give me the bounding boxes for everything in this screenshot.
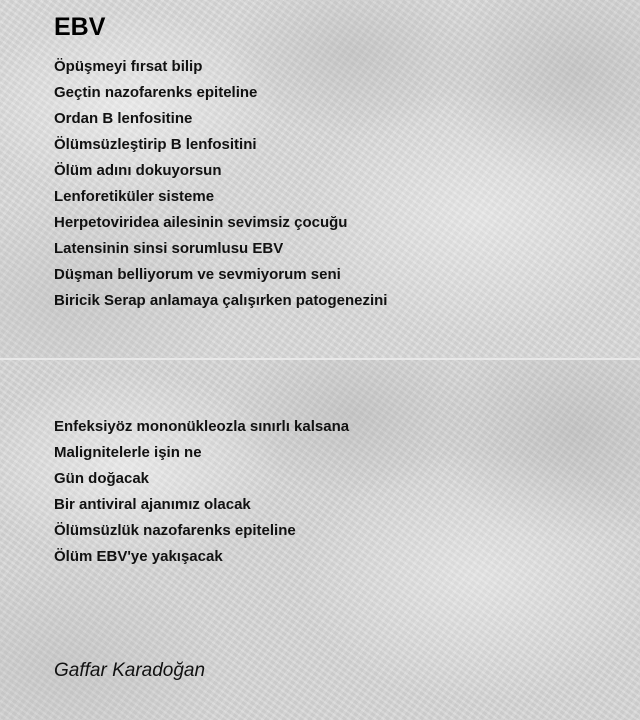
poem-author: Gaffar Karadoğan — [54, 660, 206, 681]
poem-line: Latensinin sinsi sorumlusu EBV — [54, 240, 284, 257]
poem-line: Biricik Serap anlamaya çalışırken patogenezini — [54, 292, 388, 309]
poem-title: EBV — [54, 13, 106, 41]
poem-line: Ordan B lenfositine — [54, 110, 193, 127]
poem-line: Bir antiviral ajanımız olacak — [54, 496, 251, 513]
stanza-2 — [54, 414, 349, 570]
poem-line: Geçtin nazofarenks epiteline — [54, 84, 258, 101]
poem-line: Öpüşmeyi fırsat bilip — [54, 58, 203, 75]
poem-line: Herpetoviridea ailesinin sevimsiz çocuğu — [54, 214, 348, 231]
poem-line: Ölümsüzleştirip B lenfositini — [54, 136, 257, 153]
poem-line: Ölüm adını dokuyorsun — [54, 162, 222, 179]
poem-line: Lenforetiküler sisteme — [54, 188, 215, 205]
poem-line: Malignitelerle işin ne — [54, 444, 202, 461]
poem-line: Ölüm EBV'ye yakışacak — [54, 548, 223, 565]
poem-line: Düşman belliyorum ve sevmiyorum seni — [54, 266, 341, 283]
poem-card-bottom — [0, 360, 640, 720]
stanza-1 — [54, 54, 387, 314]
poem-card-top — [0, 0, 640, 358]
poem-line: Ölümsüzlük nazofarenks epiteline — [54, 522, 296, 539]
poem-line: Enfeksiyöz mononükleozla sınırlı kalsana — [54, 418, 350, 435]
poem-line: Gün doğacak — [54, 470, 150, 487]
